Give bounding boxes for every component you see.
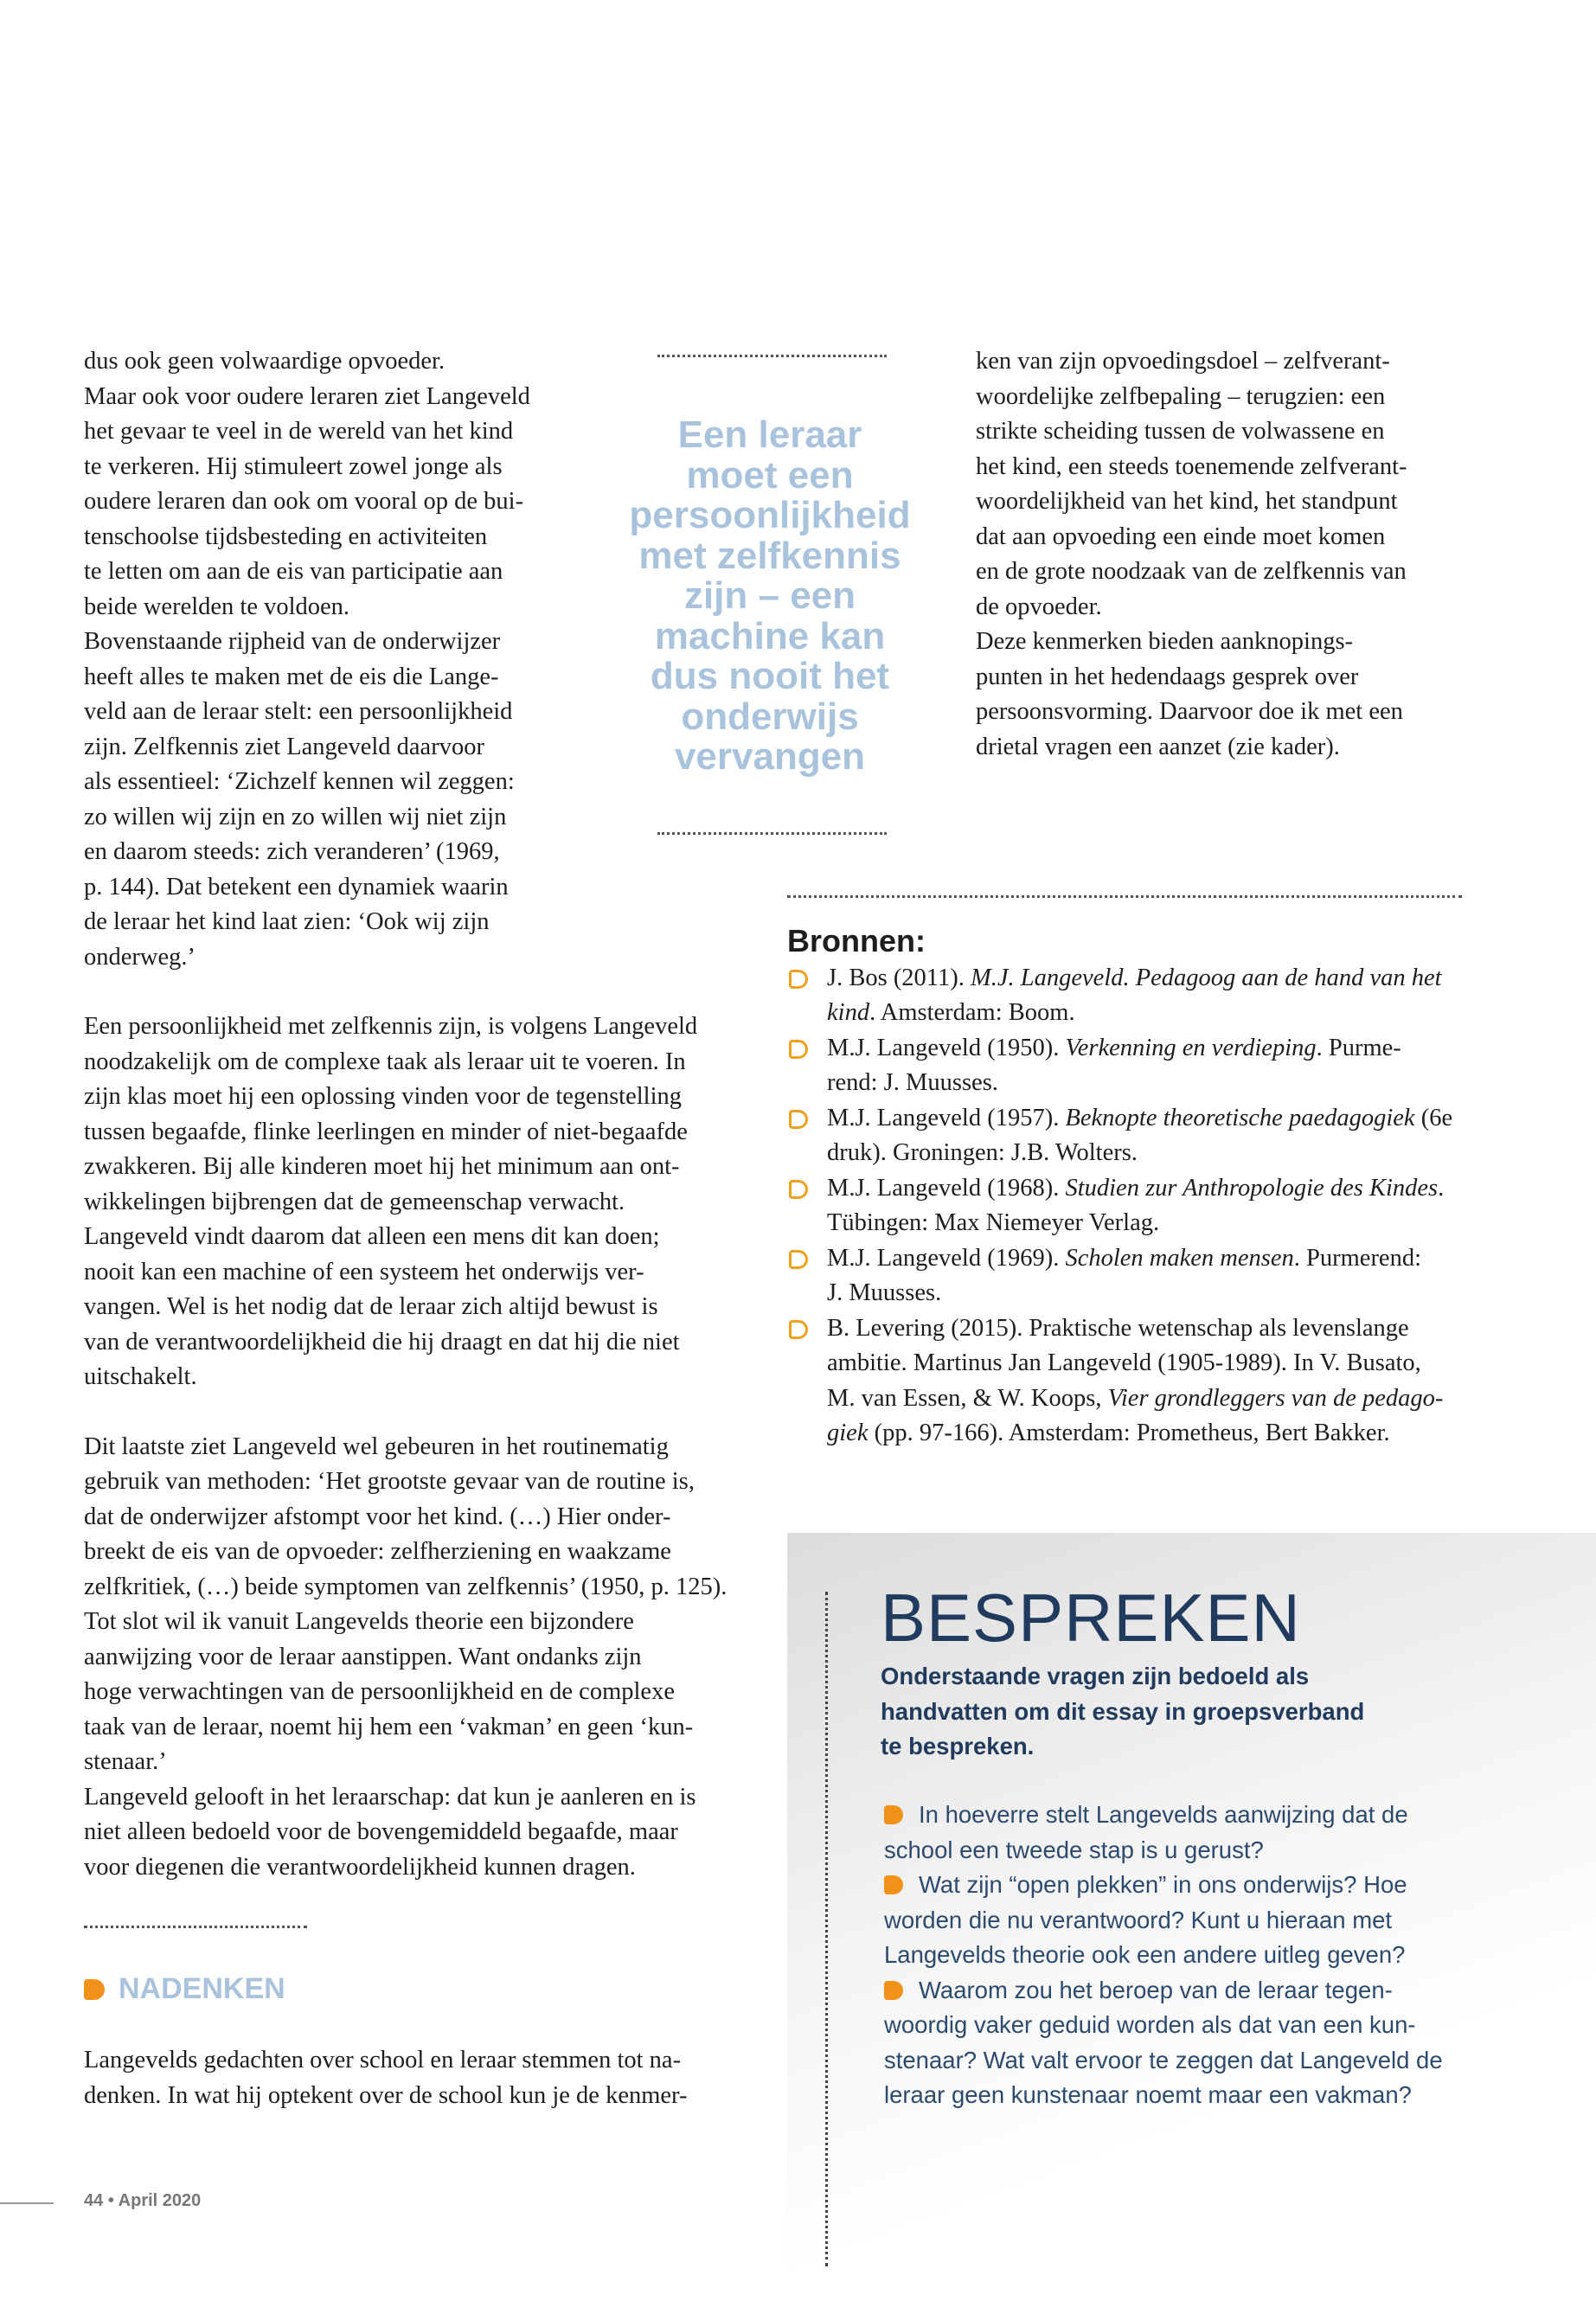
bullet-icon	[884, 1981, 903, 2000]
text-line: p. 144). Dat betekent een dynamiek waarin	[84, 873, 509, 901]
text-line: onderwijs	[681, 695, 859, 738]
text-line: als essentieel: ‘Zichzelf kennen wil zeggen:	[84, 768, 515, 795]
text: M.J. Langeveld (1957).	[827, 1104, 1066, 1131]
text-line: Tot slot wil ik vanuit Langevelds theorie een bijzondere	[84, 1608, 634, 1635]
divider	[657, 832, 887, 835]
source-item	[787, 1031, 1479, 1101]
text-line: handvatten om dit essay in groepsverband	[881, 1697, 1365, 1725]
text-line: stenaar? Wat valt ervoor te zeggen dat Langeveld de	[884, 2046, 1443, 2073]
bullet-icon	[884, 1875, 903, 1894]
text: . Purme-	[1316, 1034, 1401, 1061]
text-line: gebruik van methoden: ‘Het grootste gevaar van de routine is,	[84, 1468, 695, 1495]
question-item	[884, 1868, 1542, 1973]
paragraph	[84, 1430, 767, 1886]
text-line: hoge verwachtingen van de persoonlijkheid en de complexe	[84, 1678, 675, 1705]
title-text: Scholen maken mensen	[1065, 1244, 1294, 1272]
source-item	[787, 1311, 1479, 1452]
source-item	[787, 1241, 1479, 1311]
text-line: drietal vragen een aanzet (zie kader).	[976, 733, 1340, 760]
text: . Purmerend:	[1293, 1244, 1421, 1272]
footer	[84, 2191, 201, 2211]
text-line: nooit kan een machine of een systeem het onderwijs ver-	[84, 1258, 644, 1285]
text-line: moet een	[686, 453, 854, 497]
text-line: de leraar het kind laat zien: ‘Ook wij zijn	[84, 908, 490, 935]
bullet-icon	[789, 1180, 808, 1199]
footer-rule	[0, 2202, 54, 2204]
bullet-icon	[789, 1040, 808, 1059]
text-line: Wat zijn “open plekken” in ons onderwijs? Hoe	[919, 1871, 1407, 1898]
text-line: beide werelden te voldoen.	[84, 593, 350, 620]
text-line: In hoeverre stelt Langevelds aanwijzing dat de	[919, 1801, 1408, 1828]
text-line: dat de onderwijzer afstompt voor het kind. (…) Hier onder-	[84, 1503, 671, 1530]
text-line: en de grote noodzaak van de zelfkennis van	[976, 558, 1407, 585]
text-line: stenaar.’	[84, 1748, 167, 1775]
text-line: denken. In wat hij optekent over de school kun je de kenmer-	[84, 2081, 688, 2109]
text: M.J. Langeveld (1950).	[827, 1034, 1066, 1061]
nadenken-heading	[84, 1972, 285, 2006]
text-line: worden die nu verantwoord? Kunt u hieraan met	[884, 1906, 1393, 1933]
question-item	[884, 1973, 1542, 2113]
text-line: Langeveld gelooft in het leraarschap: dat kun je aanleren en is	[84, 1783, 696, 1811]
text-line: uitschakelt.	[84, 1363, 197, 1390]
text: J. Muusses.	[827, 1279, 942, 1306]
pull-quote	[606, 415, 934, 778]
text-line: dat aan opvoeding een einde moet komen	[976, 522, 1386, 550]
text: (pp. 97-166). Amsterdam: Prometheus, Bert Bakker.	[868, 1420, 1390, 1446]
text-line: Onderstaande vragen zijn bedoeld als	[881, 1663, 1310, 1689]
text-line: ambitie. Martinus Jan Langeveld (1905-1989). In V. Busato,	[827, 1349, 1421, 1376]
source-item	[787, 1101, 1479, 1171]
sources-section	[787, 924, 1479, 1452]
text-line: te bespreken.	[881, 1733, 1035, 1759]
title-text: Beknopte theoretische paedagogiek	[1065, 1104, 1415, 1131]
text: J. Bos (2011).	[827, 964, 971, 991]
text-line: voor diegenen die verantwoordelijkheid kunnen dragen.	[84, 1853, 636, 1881]
text-line: en daarom steeds: zich veranderen’ (1969,	[84, 838, 500, 865]
text-line: ken van zijn opvoedingsdoel – zelfverant-	[976, 348, 1390, 375]
text-line: wikkelingen bijbrengen dat de gemeenschap verwacht.	[84, 1188, 625, 1215]
bullet-icon	[789, 1320, 808, 1339]
text-line: met zelfkennis	[638, 534, 901, 577]
text-line: de opvoeder.	[976, 593, 1102, 620]
text-line: vangen. Wel is het nodig dat de leraar zich altijd bewust is	[84, 1293, 658, 1320]
text-line: niet alleen bedoeld voor de bovengemiddeld begaafde, maar	[84, 1818, 678, 1845]
bullet-icon	[789, 1250, 808, 1269]
right-column	[976, 344, 1495, 765]
bullet-icon	[884, 1805, 903, 1824]
divider	[84, 1926, 307, 1928]
text-line: strikte scheiding tussen de volwassene en	[976, 418, 1385, 445]
bullet-icon	[789, 1110, 808, 1129]
text-line: dus nooit het	[650, 655, 890, 697]
text-line: het kind, een steeds toenemende zelfverant-	[976, 452, 1407, 480]
text-line: vervangen	[674, 735, 866, 778]
text: M.J. Langeveld (1969).	[827, 1244, 1066, 1272]
text-line: zwakkeren. Bij alle kinderen moet hij het minimum aan ont-	[84, 1153, 680, 1180]
text-line: aanwijzing voor de leraar aanstippen. Want ondanks zijn	[84, 1643, 642, 1670]
divider	[657, 355, 887, 357]
text-line: veld aan de leraar stelt: een persoonlijkheid	[84, 698, 513, 725]
text-line: leraar geen kunstenaar noemt maar een vakman?	[884, 2081, 1412, 2108]
text-line: het gevaar te veel in de wereld van het kind	[84, 418, 514, 445]
text-line: te verkeren. Hij stimuleert zowel jonge als	[84, 452, 503, 480]
divider	[825, 1592, 828, 2266]
text-line: noodzakelijk om de complexe taak als leraar uit te voeren. In	[84, 1048, 686, 1075]
paragraph	[84, 1009, 767, 1395]
title-text: Vier grondleggers van de pedago-	[1107, 1384, 1444, 1412]
text-line: woordelijkheid van het kind, het standpunt	[976, 488, 1398, 515]
divider	[787, 895, 1462, 898]
text: M.J. Langeveld (1968).	[827, 1174, 1066, 1202]
issue-date: April 2020	[118, 2191, 202, 2210]
text-line: tenschoolse tijdsbesteding en activiteiten	[84, 522, 488, 550]
text-line: Dit laatste ziet Langeveld wel gebeuren in het routinematig	[84, 1433, 669, 1460]
separator: •	[107, 2191, 114, 2210]
text-line: persoonsvorming. Daarvoor doe ik met een	[976, 698, 1403, 725]
bullet-icon	[789, 970, 808, 989]
source-item	[787, 1171, 1479, 1241]
text-line: Een leraar	[677, 413, 862, 456]
text-line: Langevelds theorie ook een andere uitleg geven?	[884, 1941, 1406, 1968]
text-line: zijn. Zelfkennis ziet Langeveld daarvoor	[84, 733, 484, 760]
text-line: zelfkritiek, (…) beide symptomen van zelfkennis’ (1950, p. 125).	[84, 1573, 727, 1600]
text-line: Bovenstaande rijpheid van de onderwijzer	[84, 628, 501, 655]
text-line: persoonlijkheid	[629, 494, 911, 536]
text-line: machine kan	[654, 614, 886, 657]
paragraph	[84, 2043, 687, 2113]
question-list	[884, 1798, 1542, 2113]
text-line: dus ook geen volwaardige opvoeder.	[84, 348, 445, 375]
text-line: heeft alles te maken met de eis die Lange-	[84, 663, 499, 690]
text-line: oudere leraren dan ook om vooral op de bui-	[84, 488, 524, 515]
text: (6e	[1414, 1104, 1453, 1131]
title-text: giek	[827, 1420, 869, 1446]
source-item	[787, 961, 1479, 1031]
text-line: Deze kenmerken bieden aanknopings-	[976, 628, 1354, 655]
text-line: te letten om aan de eis van participatie aan	[84, 558, 503, 585]
text-line: punten in het hedendaags gesprek over	[976, 663, 1359, 690]
text: .	[1438, 1174, 1445, 1202]
text-line: zo willen wij zijn en zo willen wij niet zijn	[84, 803, 507, 830]
bullet-icon	[84, 1979, 105, 2000]
text: rend: J. Muusses.	[827, 1069, 998, 1096]
text-line: onderweg.’	[84, 943, 195, 971]
bespreken-title: BESPREKEN	[881, 1580, 1301, 1656]
text: M. van Essen, & W. Koops,	[827, 1384, 1108, 1412]
text-line: van de verantwoordelijkheid die hij draagt en dat hij die niet	[84, 1328, 680, 1356]
text-line: tussen begaafde, flinke leerlingen en minder of niet-begaafde	[84, 1118, 688, 1145]
heading-text: NADENKEN	[119, 1972, 285, 2005]
text-line: zijn – een	[683, 574, 856, 617]
title-text: Verkenning en verdieping	[1065, 1034, 1317, 1061]
text-line: woordig vaker geduid worden als dat van een kun-	[884, 2011, 1416, 2038]
text-line: taak van de leraar, noemt hij hem een ‘vakman’ en geen ‘kun-	[84, 1713, 694, 1740]
title-text: kind	[827, 999, 870, 1026]
text-line: Langevelds gedachten over school en leraar stemmen tot na-	[84, 2047, 682, 2073]
text-line: Een persoonlijkheid met zelfkennis zijn, is volgens Langeveld	[84, 1013, 698, 1040]
text: Tübingen: Max Niemeyer Verlag.	[827, 1209, 1160, 1236]
bespreken-intro	[881, 1659, 1364, 1765]
text-line: Langeveld vindt daarom dat alleen een mens dit kan doen;	[84, 1223, 660, 1250]
text-line: breekt de eis van de opvoeder: zelfherziening en waakzame	[84, 1538, 671, 1565]
text-line: B. Levering (2015). Praktische wetenschap als levenslange	[827, 1314, 1409, 1342]
question-item	[884, 1798, 1542, 1868]
text-line: Waarom zou het beroep van de leraar tegen-	[919, 1976, 1393, 2003]
text: druk). Groningen: J.B. Wolters.	[827, 1139, 1138, 1166]
text-line: school een tweede stap is u gerust?	[884, 1836, 1264, 1863]
text: . Amsterdam: Boom.	[869, 999, 1075, 1026]
text-line: woordelijke zelfbepaling – terugzien: een	[976, 382, 1386, 410]
sources-title: Bronnen:	[787, 923, 926, 958]
page-number: 44	[84, 2191, 104, 2210]
text-line: Maar ook voor oudere leraren ziet Langeveld	[84, 382, 530, 410]
title-text: Studien zur Anthropologie des Kindes	[1065, 1174, 1439, 1202]
text-line: zijn klas moet hij een oplossing vinden voor de tegenstelling	[84, 1083, 682, 1110]
title-text: M.J. Langeveld. Pedagoog aan de hand van het	[971, 964, 1442, 991]
